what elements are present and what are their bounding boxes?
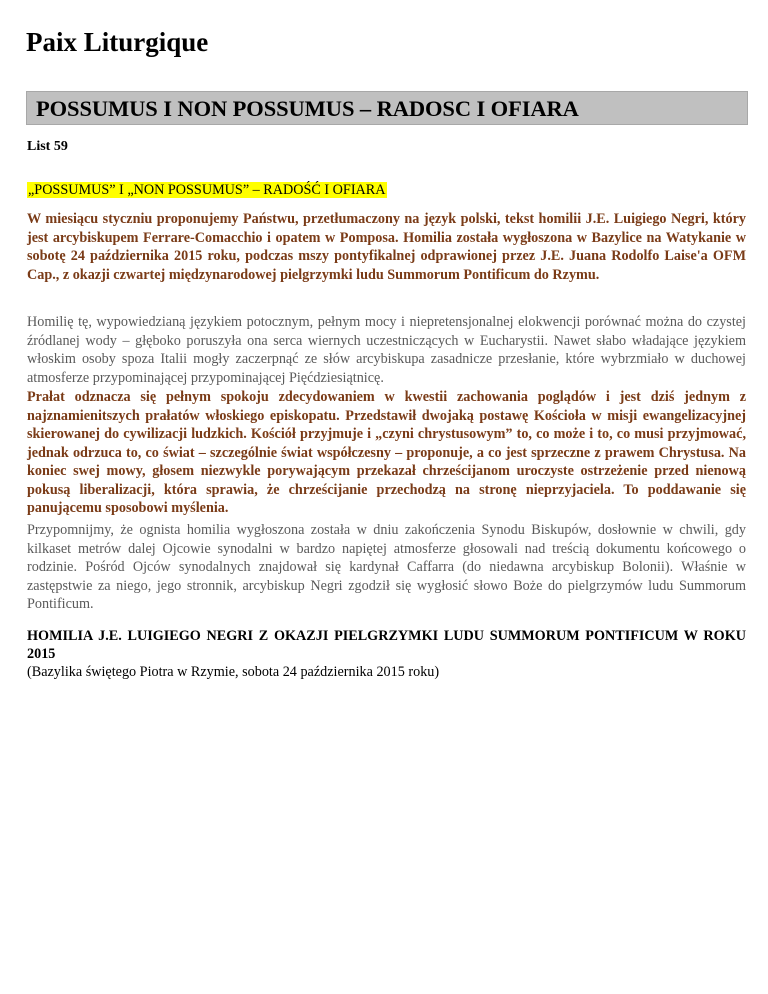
homily-header bbox=[27, 627, 746, 681]
synod-paragraph: Przypomnijmy, że ognista homilia wygłoszona została w dniu zakończenia Synodu Biskupów, dosłownie w chwili, gdy kilkaset metrów dalej Ojcowie synodalni w bardzo napiętej atmosferze głosowali nad treścią dokumentu końcowego o rodzinie. Pośród Ojców synodalnych znajdował się kardynał Caffarra (do niedawna arcybiskup Bolonii). Właśnie w zastępstwie za niego, jego stronnik, arcybiskup Negri zgodził się wygłosić słowo Boże do pielgrzymów ludu Summorum Pontificum. bbox=[27, 522, 746, 612]
homily-subtitle: (Bazylika świętego Piotra w Rzymie, sobota 24 października 2015 roku) bbox=[27, 664, 440, 680]
article-title: POSSUMUS I NON POSSUMUS – RADOSC I OFIARA bbox=[36, 96, 579, 121]
highlighted-heading-text: „POSSUMUS” I „NON POSSUMUS” – RADOŚĆ I OFIARA bbox=[28, 182, 386, 198]
homily-title: HOMILIA J.E. LUIGIEGO NEGRI Z OKAZJI PIELGRZYMKI LUDU SUMMORUM PONTIFICUM W ROKU 2015 bbox=[27, 628, 746, 662]
highlighted-heading bbox=[27, 181, 387, 199]
intro-paragraph: W miesiącu styczniu proponujemy Państwu, przetłumaczony na język polski, tekst homilii J.E. Luigiego Negri, który jest arcybiskupem Ferrare-Comacchio i opatem w Pomposa. Homilia została wygłoszona w Bazylice na Watykanie w sobotę 24 października 2015 roku, podczas mszy pontyfikalnej odprawionej przez J.E. Juana Rodolfo Laise'a OFM Cap., z okazji czwartej międzynarodowej pielgrzymki ludu Summorum Pontificum do Rzymu. bbox=[27, 211, 746, 283]
prelate-paragraph: Prałat odznacza się pełnym spokoju zdecydowaniem w kwestii zachowania poglądów i jest dziś jednym z najznamienitszych prałatów włoskiego episkopatu. Przedstawił dwojaką postawę Kościoła w misji ewangelizacyjnej skierowanej do cywilizacji ludzkich. Kościół przyjmuje i „czyni chrystusowym” to, co może i to, co musi przyjmować, jednak odrzuca to, co świat – szczególnie świat współczesny – proponuje, a co jest sprzeczne z prawem Chrystusa. Na koniec swej mowy, głosem niezwykle porywającym przekazał chrześcijanom uroczyste ostrzeżenie przed nienową pokusą liberalizacji, która sprawia, że chrześcijanie przechodzą na stronę nieprzyjaciela. To poddawanie się panującemu sposobowi myślenia. bbox=[27, 389, 746, 516]
list-number: List 59 bbox=[27, 139, 68, 154]
description-paragraph: Homilię tę, wypowiedzianą językiem potocznym, pełnym mocy i niepretensjonalnej elokwencji porównać można do czystej źródlanej wody – głęboko poruszyła ona serca wiernych uczestniczących w Eucharystii. Nawet słabo władające językiem włoskim osoby spoza Italii mogły zaczerpnąć ze słów arcybiskupa zasadnicze przesłanie, które wybrzmiało w duchowej atmosferze przypominającej przypominającej Pięćdziesiątnicę. bbox=[27, 314, 746, 386]
article-title-bar bbox=[26, 91, 748, 125]
site-title: Paix Liturgique bbox=[26, 27, 209, 57]
